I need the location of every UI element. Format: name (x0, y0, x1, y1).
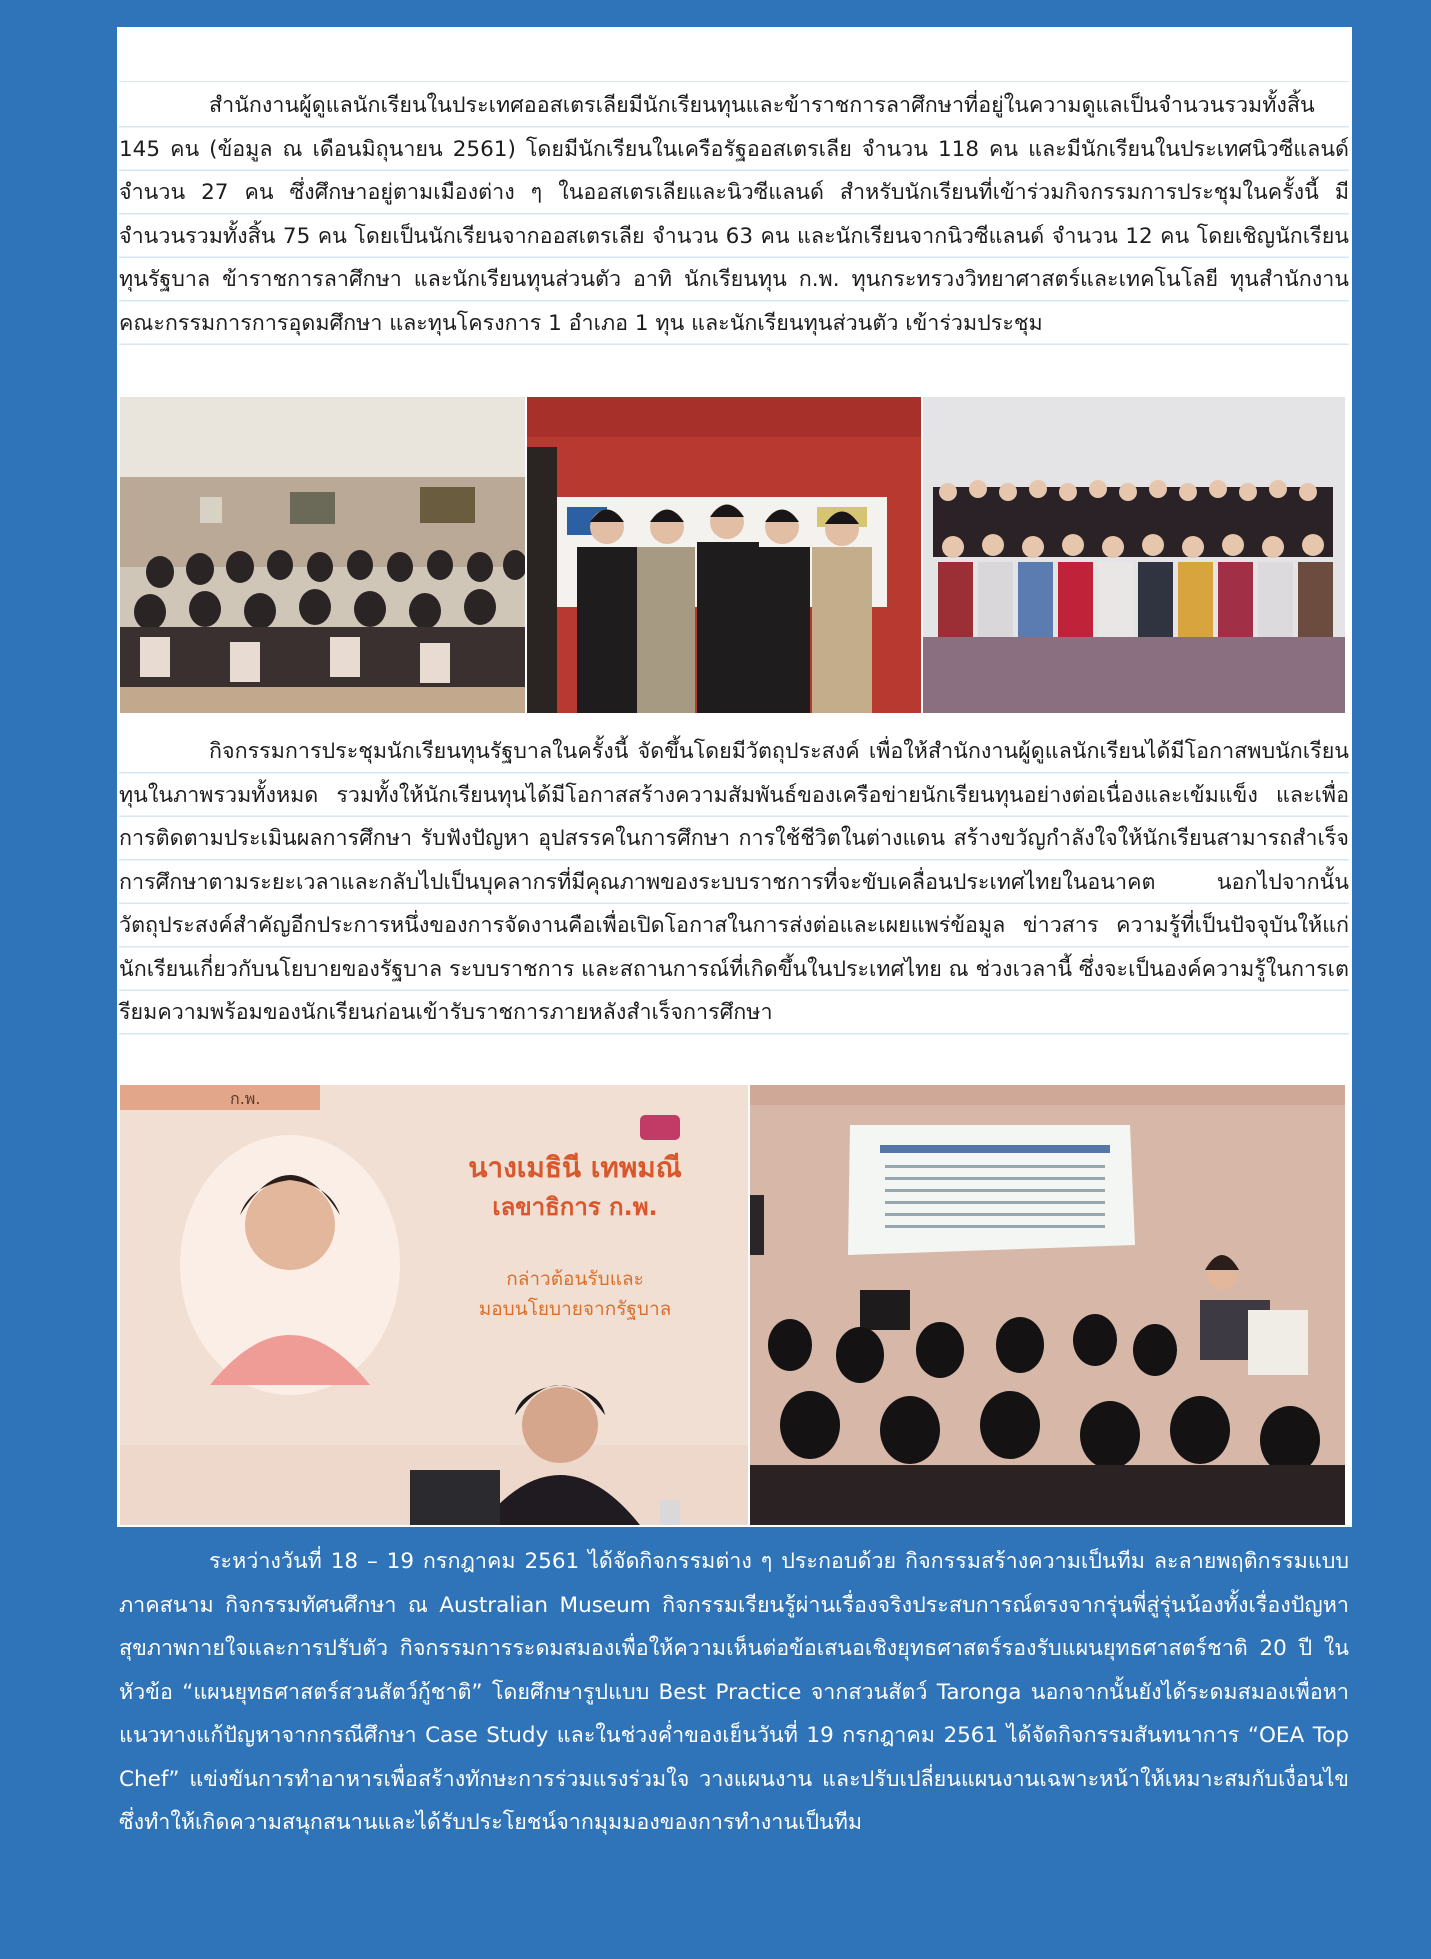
slide-line-2: มอบนโยบายจากรัฐบาล (478, 1298, 672, 1320)
photo-speaker-slide (120, 1085, 748, 1525)
slide-line-1: กล่าวต้อนรับและ (506, 1268, 644, 1290)
photo-officials (527, 397, 921, 713)
slide-corner-label: ก.พ. (230, 1089, 261, 1108)
divider (119, 81, 1349, 82)
photo-audience (120, 397, 525, 713)
slide-speaker-position: เลขาธิการ ก.พ. (492, 1193, 658, 1221)
photo-group (923, 397, 1345, 713)
photo-presentation (750, 1085, 1345, 1525)
paragraph-student-numbers: สำนักงานผู้ดูแลนักเรียนในประเทศออสเตรเลียมีนักเรียนทุนและข้าราชการลาศึกษาที่อยู่ในความดูแลเป็นจำนวนรวมทั้งสิ้น 145 คน (ข้อมูล ณ เดือนมิถุนายน 2561) โดยมีนักเรียนในเครือรัฐออสเตรเลีย จำนวน 118 คน และมีนักเรียนในประเทศนิวซีแลนด์ จำนวน 27 คน ซึ่งศึกษาอยู่ตามเมืองต่าง ๆ ในออสเตรเลียและนิวซีแลนด์ สำหรับนักเรียนที่เข้าร่วมกิจกรรมการประชุมในครั้งนี้ มีจำนวนรวมทั้งสิ้น 75 คน โดยเป็นนักเรียนจากออสเตรเลีย จำนวน 63 คน และนักเรียนจากนิวซีแลนด์ จำนวน 12 คน โดยเชิญนักเรียนทุนรัฐบาล ข้าราชการลาศึกษา และนักเรียนทุนส่วนตัว อาทิ นักเรียนทุน ก.พ. ทุนกระทรวงวิทยาศาสตร์และเทคโนโลยี ทุนสำนักงานคณะกรรมการการอุดมศึกษา และทุนโครงการ 1 อำเภอ 1 ทุน และนักเรียนทุนส่วนตัว เข้าร่วมประชุม (119, 84, 1349, 345)
paragraph-activities: ระหว่างวันที่ 18 – 19 กรกฎาคม 2561 ได้จัดกิจกรรมต่าง ๆ ประกอบด้วย กิจกรรมสร้างความเป็นทีม ละลายพฤติกรรมแบบภาคสนาม กิจกรรมทัศนศึกษา ณ Australian Museum กิจกรรมเรียนรู้ผ่านเรื่องจริงประสบการณ์ตรงจากรุ่นพี่สู่รุ่นน้องทั้งเรื่องปัญหาสุขภาพกายใจและการปรับตัว กิจกรรมการระดมสมองเพื่อให้ความเห็นต่อข้อเสนอเชิงยุทธศาสตร์รองรับแผนยุทธศาสตร์ชาติ 20 ปี ในหัวข้อ “แผนยุทธศาสตร์สวนสัตว์กู้ชาติ” โดยศึกษารูปแบบ Best Practice จากสวนสัตว์ Taronga นอกจากนั้นยังได้ระดมสมองเพื่อหาแนวทางแก้ปัญหาจากกรณีศึกษา Case Study และในช่วงค่ำของเย็นวันที่ 19 กรกฎาคม 2561 ได้จัดกิจกรรมสันทนาการ “OEA Top Chef” แข่งขันการทำอาหารเพื่อสร้างทักษะการร่วมแรงร่วมใจ วางแผนงาน และปรับเปลี่ยนแผนงานเฉพาะหน้าให้เหมาะสมกับเงื่อนไข ซึ่งทำให้เกิดความสนุกสนานและได้รับประโยชน์จากมุมมองของการทำงานเป็นทีม (119, 1549, 1349, 1835)
paragraph-objectives: กิจกรรมการประชุมนักเรียนทุนรัฐบาลในครั้งนี้ จัดขึ้นโดยมีวัตถุประสงค์ เพื่อให้สำนักงานผู้ดูแลนักเรียนได้มีโอกาสพบนักเรียนทุนในภาพรวมทั้งหมด รวมทั้งให้นักเรียนทุนได้มีโอกาสสร้างความสัมพันธ์ของเครือข่ายนักเรียนทุนอย่างต่อเนื่องและเข้มแข็ง และเพื่อการติดตามประเมินผลการศึกษา รับฟังปัญหา อุปสรรคในการศึกษา การใช้ชีวิตในต่างแดน สร้างขวัญกำลังใจให้นักเรียนสามารถสำเร็จการศึกษาตามระยะเวลาและกลับไปเป็นบุคลากรที่มีคุณภาพของระบบราชการที่จะขับเคลื่อนประเทศไทยในอนาคต นอกไปจากนั้น วัตถุประสงค์สำคัญอีกประการหนึ่งของการจัดงานคือเพื่อเปิดโอกาสในการส่งต่อและเผยแพร่ข้อมูล ข่าวสาร ความรู้ที่เป็นปัจจุบันให้แก่นักเรียนเกี่ยวกับนโยบายของรัฐบาล ระบบราชการ และสถานการณ์ที่เกิดขึ้นในประเทศไทย ณ ช่วงเวลานี้ ซึ่งจะเป็นองค์ความรู้ในการเตรียมความพร้อมของนักเรียนก่อนเข้ารับราชการภายหลังสำเร็จการศึกษา (119, 730, 1349, 1035)
slide-speaker-name: นางเมธินี เทพมณี (468, 1151, 682, 1184)
